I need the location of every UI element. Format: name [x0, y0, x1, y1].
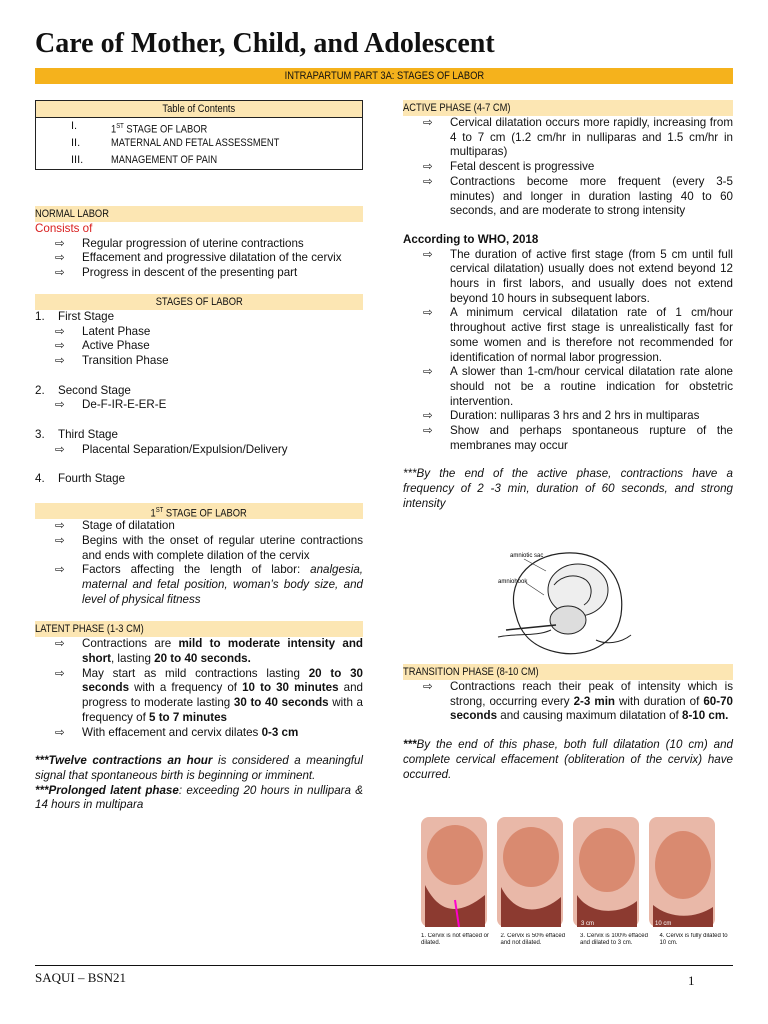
list-item-text: A slower than 1-cm/hour cervical dilatation rate alone should not be a routine indication for obstetric intervention. [450, 365, 733, 408]
arrow-icon: ⇨ [55, 637, 65, 651]
list-item [35, 443, 363, 458]
list-item-text: Duration: nulliparas 3 hrs and 2 hrs in multiparas [450, 409, 700, 423]
arrow-icon: ⇨ [55, 236, 65, 250]
arrow-icon: ⇨ [55, 353, 65, 367]
latent-phase-heading [35, 621, 363, 637]
toc-text-pre: 1 [111, 123, 117, 136]
panel-3 [573, 817, 639, 927]
normal-labor-list [35, 237, 363, 281]
arrow-icon: ⇨ [423, 424, 433, 438]
transition-block [403, 664, 733, 782]
bold-text: 8-10 cm. [682, 709, 729, 723]
arrow-icon: ⇨ [423, 306, 433, 320]
list-item-text: A minimum cervical dilatation rate of 1 cm/hour throughout active first stage is unrealistically fast for some women and is therefore not recommended for identification of normal labor progression. [450, 306, 733, 364]
stage-num: 1. [35, 309, 45, 323]
text: , lasting [110, 652, 155, 666]
list-item [403, 424, 733, 453]
list-item [403, 680, 733, 724]
bold-text: 5 to 7 minutes [149, 710, 227, 724]
text: with duration of [615, 694, 704, 708]
bold-text: 60-70 seconds [450, 694, 733, 723]
list-item-text: Fetal descent is progressive [450, 160, 595, 174]
stage-item [35, 384, 363, 399]
list-item-text: The duration of active first stage (from 5 cm until full cervical dilatation) usually does not extend beyond 12 hours in first labors, and usually does not extend beyond 10 hours in subsequent labors. [450, 247, 733, 305]
note-text: is considered a meaningful signal that spontaneous birth is beginning or imminent. [35, 754, 364, 782]
panel-1 [421, 817, 487, 927]
list-item [35, 325, 363, 340]
panel-4 [649, 817, 715, 927]
heading-pre: 1 [150, 507, 157, 520]
latent-list [35, 637, 363, 740]
list-item [403, 306, 733, 365]
heading-sup: ST [156, 507, 164, 515]
who-heading: According to WHO, 2018 [403, 232, 539, 246]
list-item [35, 398, 363, 413]
caption-3: 3. Cervix is 100% effaced and dilated to 3 cm. [580, 933, 648, 946]
captions [415, 933, 733, 965]
footer-author: SAQUI – BSN21 [35, 970, 127, 985]
list-item [403, 160, 733, 175]
arrow-icon: ⇨ [55, 324, 65, 338]
list-item [35, 637, 363, 666]
bold-text: 30 to 40 seconds [233, 696, 329, 710]
toc-row [36, 135, 362, 152]
caption-4: 4. Cervix is fully dilated to 10 cm. [659, 933, 728, 946]
stage-sublist [35, 398, 363, 413]
arrow-icon: ⇨ [423, 160, 433, 174]
note-bold: ***Twelve contractions an hour [35, 754, 213, 768]
active-list [403, 116, 733, 219]
stage-label: First Stage [58, 309, 115, 323]
arrow-icon: ⇨ [423, 116, 433, 129]
toc-row [36, 152, 362, 169]
arrow-icon: ⇨ [55, 519, 65, 533]
bold-text: 2-3 min [573, 694, 615, 708]
arrow-icon: ⇨ [55, 725, 65, 739]
toc-num: I. [71, 120, 78, 132]
list-item-text: Factors affecting the length of labor: [82, 563, 311, 577]
banner-text: INTRAPARTUM PART 3A: STAGES OF LABOR [284, 70, 484, 82]
arrow-icon: ⇨ [55, 442, 65, 456]
text: Contractions are [82, 637, 179, 651]
stage-num: 2. [35, 383, 45, 397]
list-item-text: Regular progression of uterine contractions [82, 236, 304, 250]
list-item-text: Show and perhaps spontaneous rupture of the membranes may occur [450, 424, 733, 452]
toc-num-cell [36, 152, 111, 169]
stage-label: Fourth Stage [58, 472, 126, 486]
note-bold: ***Prolonged latent phase [35, 783, 179, 797]
bold-text: 10 to 30 minutes [242, 681, 339, 695]
caption-2: 2. Cervix is 50% effaced and not dilated. [500, 933, 566, 946]
section-banner [35, 68, 733, 84]
label-amniohook: amniohook [498, 579, 528, 585]
list-item [35, 667, 363, 726]
active-note: ***By the end of the active phase, contractions have a frequency of 2 -3 min, duration of 60 seconds, and strong intensity [403, 467, 733, 510]
arrow-icon: ⇨ [423, 365, 433, 379]
list-item [35, 339, 363, 354]
list-item-italic: analgesia, maternal and fetal position, woman’s body size, and level of physical fitness [82, 563, 363, 606]
list-item [35, 519, 363, 534]
list-item [35, 563, 363, 607]
arrow-icon: ⇨ [423, 409, 433, 423]
arrow-icon: ⇨ [55, 563, 65, 577]
bold-text: 20 to 30 seconds [82, 666, 363, 695]
arrow-icon: ⇨ [423, 247, 433, 261]
label-amniotic-sac: amniotic sac [510, 553, 544, 559]
toc-num-cell [36, 135, 111, 152]
stage-label: Third Stage [58, 428, 118, 442]
stage-num: 3. [35, 428, 45, 442]
text: and progress to moderate lasting [82, 681, 363, 710]
document-title: Care of Mother, Child, and Adolescent [35, 28, 495, 59]
bold-text: 0-3 cm [261, 725, 299, 739]
list-item [403, 175, 733, 219]
stage-sublist [35, 325, 363, 369]
first-stage-heading [35, 503, 363, 519]
toc-text-pre: MATERNAL AND FETAL ASSESSMENT [111, 137, 280, 149]
list-item-text: Cervical dilatation occurs more rapidly, increasing from 4 to 7 cm (1.2 cm/hr in nulliparas and 1.5 cm/hr in multiparas) [450, 116, 733, 159]
amniotomy-illustration [496, 545, 636, 663]
toc-text [111, 152, 236, 169]
list-item [403, 248, 733, 307]
mark-3cm: 3 cm [581, 921, 595, 927]
latent-note-1 [35, 754, 363, 783]
caption-1: 1. Cervix is not effaced or dilated. [421, 933, 489, 946]
list-item-text: Effacement and progressive dilatation of the cervix [82, 251, 342, 265]
toc-num-cell [36, 118, 111, 135]
first-stage-list [35, 519, 363, 607]
bold-text: 20 to 40 seconds. [154, 652, 251, 666]
toc-text-pre: MANAGEMENT OF PAIN [111, 154, 218, 166]
list-item-text: Transition Phase [82, 353, 169, 367]
text: Contractions reach their peak of intensity which is strong, occurring every [450, 680, 733, 708]
list-item-text: Active Phase [82, 339, 150, 353]
text: with a frequency of [129, 681, 243, 695]
toc-text [111, 135, 309, 152]
toc-num: III. [71, 154, 84, 166]
list-item-text: De-F-IR-E-ER-E [82, 398, 167, 412]
who-list [403, 248, 733, 454]
note-bold: *** [403, 738, 417, 752]
arrow-icon: ⇨ [423, 174, 433, 188]
footer-rule [35, 965, 733, 966]
stages-heading-text: STAGES OF LABOR [155, 295, 243, 308]
left-column [35, 100, 363, 813]
text: May start as mild contractions lasting [82, 666, 309, 680]
normal-labor-heading-text: NORMAL LABOR [35, 208, 109, 220]
normal-labor-heading [35, 206, 363, 222]
arrow-icon: ⇨ [55, 666, 65, 680]
toc-heading-text: Table of Contents [162, 103, 236, 115]
list-item [403, 365, 733, 409]
panel-2 [497, 817, 563, 927]
toc-heading [36, 101, 362, 118]
list-item [35, 237, 363, 252]
list-item-text: Stage of dilatation [82, 519, 175, 533]
transition-note [403, 738, 733, 782]
toc-num: II. [71, 137, 81, 149]
list-item [35, 354, 363, 369]
stage-item [35, 472, 363, 487]
mark-10cm: 10 cm [655, 921, 672, 927]
active-phase-heading [403, 100, 733, 116]
active-heading-text: ACTIVE PHASE (4-7 CM) [403, 102, 511, 114]
toc-text-post: STAGE OF LABOR [123, 123, 208, 136]
list-item [403, 116, 733, 160]
page-number: 1 [688, 973, 695, 988]
list-item [35, 251, 363, 266]
heading-post: STAGE OF LABOR [163, 507, 248, 520]
stage-sublist [35, 443, 363, 458]
consists-label: Consists of [35, 222, 93, 235]
list-item-text: Latent Phase [82, 324, 151, 338]
list-item [35, 726, 363, 741]
arrow-icon: ⇨ [55, 398, 65, 412]
arrow-icon: ⇨ [55, 251, 65, 265]
latent-note-2 [35, 784, 363, 813]
list-item-text: Progress in descent of the presenting part [82, 266, 298, 280]
list-item [403, 409, 733, 424]
text: with a frequency of [82, 696, 363, 724]
arrow-icon: ⇨ [55, 266, 65, 280]
cervix-dilation-figure [415, 815, 733, 965]
stages-heading [35, 294, 363, 310]
arrow-icon: ⇨ [55, 339, 65, 353]
list-item [35, 266, 363, 281]
table-of-contents [35, 100, 363, 170]
list-item-text: Contractions become more frequent (every 3-5 minutes) and longer in duration lasting 40 to 60 seconds, and are moderate to strong intensity [450, 174, 733, 218]
toc-sup: ST [116, 123, 124, 130]
list-item [35, 534, 363, 563]
arrow-icon: ⇨ [423, 680, 433, 693]
list-item-text: Begins with the onset of regular uterine contractions and ends with complete dilation of the cervix [82, 533, 363, 562]
stage-num: 4. [35, 472, 45, 486]
transition-list [403, 680, 733, 724]
stage-item [35, 310, 363, 325]
stage-label: Second Stage [58, 383, 131, 397]
transition-phase-heading [403, 664, 733, 680]
transition-heading-text: TRANSITION PHASE (8-10 CM) [403, 666, 539, 678]
stage-item [35, 428, 363, 443]
toc-text [111, 118, 224, 135]
text: With effacement and cervix dilates [82, 725, 262, 739]
note-text: : exceeding 20 hours in nullipara & 14 hours in multipara [35, 783, 363, 812]
note-text: By the end of this phase, both full dilatation (10 cm) and complete cervical effacement (obliteration of the cervix) have occurred. [403, 738, 733, 781]
arrow-icon: ⇨ [55, 533, 65, 547]
bold-text: mild to moderate intensity and short [82, 637, 363, 666]
list-item-text: Placental Separation/Expulsion/Delivery [82, 442, 288, 456]
toc-row [36, 118, 362, 135]
latent-heading-text: LATENT PHASE (1-3 CM) [35, 623, 144, 636]
text: and causing maximum dilatation of [497, 709, 682, 723]
